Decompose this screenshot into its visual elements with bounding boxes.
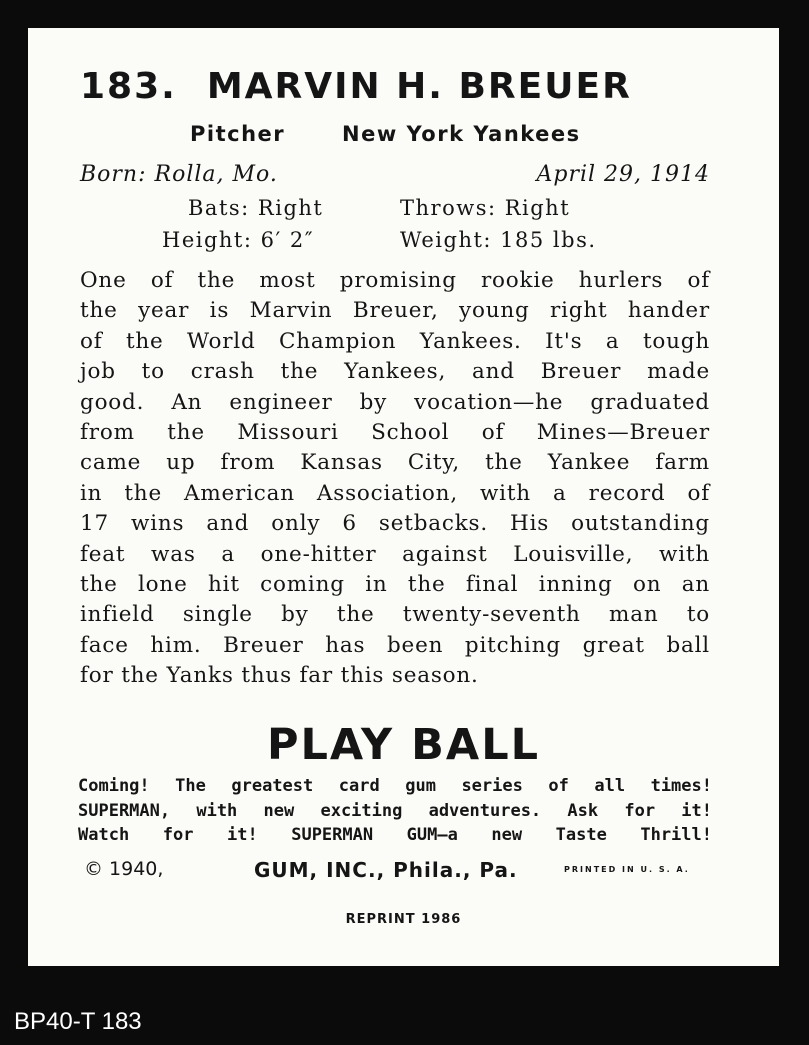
- height-stat: Height: 6′ 2″: [162, 228, 315, 252]
- player-position: Pitcher: [190, 122, 286, 146]
- birth-row: [80, 162, 710, 187]
- bio-line: feat was a one-hitter against Louisville, with: [80, 541, 710, 567]
- birth-date: April 29, 1914: [536, 162, 710, 187]
- bio-line: job to crash the Yankees, and Breuer made: [80, 359, 710, 385]
- bio-line: in the American Association, with a record of: [80, 480, 710, 506]
- bio-paragraph: [80, 266, 710, 692]
- publisher-name: GUM, INC., Phila., Pa.: [254, 858, 518, 882]
- brand-title: PLAY BALL: [266, 720, 541, 770]
- bio-line: the year is Marvin Breuer, young right hander: [80, 298, 710, 324]
- bio-line: from the Missouri School of Mines—Breuer: [80, 420, 710, 446]
- promo-line: Watch for it! SUPERMAN GUM—a new Taste Thrill!: [78, 825, 712, 845]
- promo-text: [78, 774, 712, 848]
- bio-line: good. An engineer by vocation—he graduated: [80, 389, 710, 415]
- catalog-id-label: BP40-T 183: [14, 1008, 142, 1035]
- bats-stat: Bats: Right: [188, 196, 324, 220]
- printed-in-usa: PRINTED IN U. S. A.: [564, 865, 690, 874]
- weight-stat: Weight: 185 lbs.: [400, 228, 597, 252]
- player-team: New York Yankees: [342, 122, 581, 146]
- bio-line: for the Yanks thus far this season.: [80, 663, 479, 689]
- bio-line: One of the most promising rookie hurlers of: [80, 268, 710, 293]
- reprint-note: REPRINT 1986: [345, 912, 462, 927]
- promo-line: Coming! The greatest card gum series of all times!: [78, 776, 712, 796]
- copyright: © 1940,: [84, 858, 164, 880]
- throws-stat: Throws: Right: [400, 196, 571, 220]
- bio-line: of the World Champion Yankees. It's a tough: [80, 328, 710, 354]
- card-headline: [80, 66, 632, 107]
- promo-line: SUPERMAN, with new exciting adventures. Ask for it!: [78, 800, 712, 821]
- player-name: MARVIN H. BREUER: [206, 66, 632, 107]
- card-number: 183.: [80, 66, 177, 107]
- bio-line: infield single by the twenty-seventh man to: [80, 602, 710, 628]
- bio-line: 17 wins and only 6 setbacks. His outstanding: [80, 511, 710, 537]
- birthplace: Born: Rolla, Mo.: [80, 162, 278, 187]
- bio-line: the lone hit coming in the final inning on an: [80, 572, 710, 598]
- bio-line: came up from Kansas City, the Yankee farm: [80, 450, 710, 476]
- bio-line: face him. Breuer has been pitching great ball: [80, 632, 710, 658]
- card-back: [28, 28, 779, 966]
